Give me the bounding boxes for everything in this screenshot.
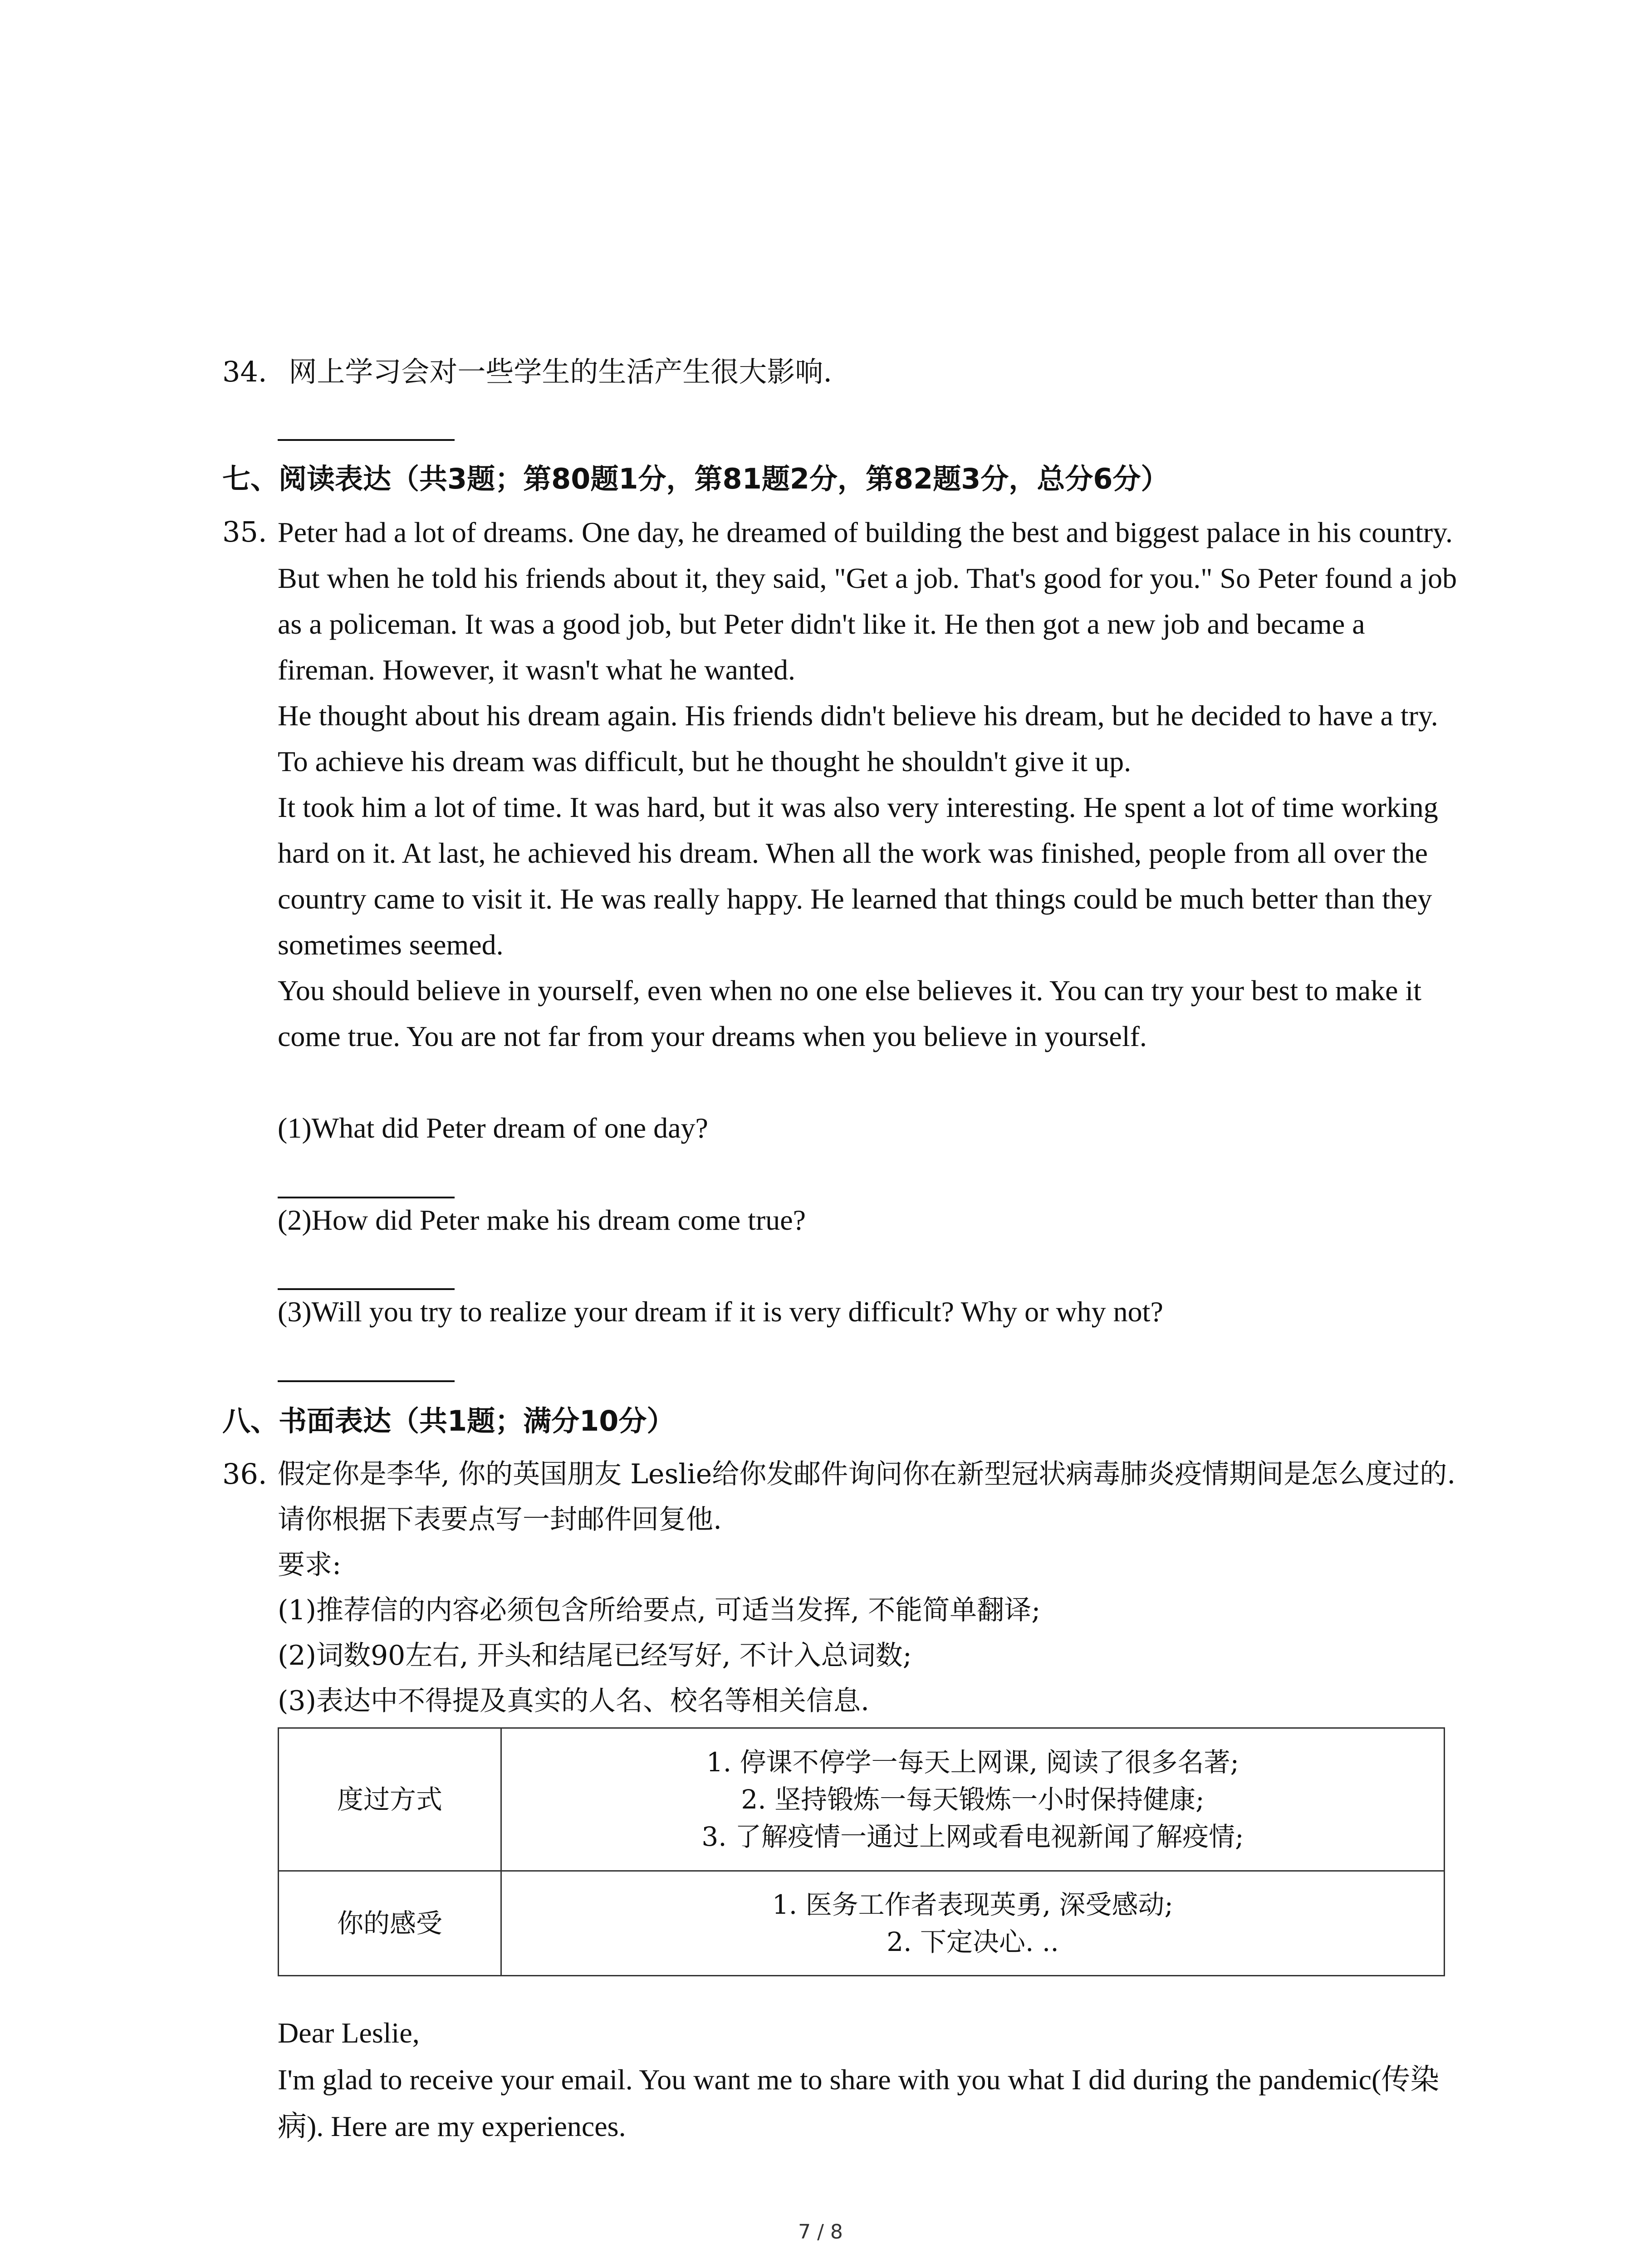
method-points <box>501 1728 1445 1871</box>
table-row <box>279 1728 1445 1871</box>
letter-opening: I'm glad to receive your email. You want me to share with you what I did during the pandemic(传染病). Here are my experiences. <box>278 2063 1440 2142</box>
question-34 <box>222 349 832 395</box>
method-point-2: 2. 坚持锻炼一每天锻炼一小时保持健康; <box>741 1784 1205 1815</box>
passage-paragraph-4: You should believe in yourself, even when no one else believes it. You can try your best to make it come true. You are not far from your dreams when you believe in yourself. <box>278 974 1422 1052</box>
sub-question-1: (1)What did Peter dream of one day? <box>278 1112 708 1144</box>
question-34-text: 网上学习会对一些学生的生活产生很大影响. <box>289 355 833 388</box>
passage-paragraph-3: It took him a lot of time. It was hard, but it was also very interesting. He spent a lot of time working hard on it. At last, he achieved his dream. When all the work was finished, people from all over the country came to visit it. He was really happy. He learned that things could be much better than they sometimes seemed. <box>278 791 1438 961</box>
requirement-1: (1)推荐信的内容必须包含所给要点, 可适当发挥, 不能简单翻译; <box>278 1594 1041 1626</box>
letter-salutation: Dear Leslie, <box>278 2017 420 2049</box>
page-number: 7 / 8 <box>798 2220 843 2244</box>
question-36-number: 36. <box>222 1457 267 1491</box>
row-label-feelings: 你的感受 <box>279 1871 501 1976</box>
feeling-point-1: 1. 医务工作者表现英勇, 深受感动; <box>772 1889 1174 1920</box>
section-8-title: 八、书面表达（共1题；满分10分） <box>222 1404 675 1437</box>
requirement-3: (3)表达中不得提及真实的人名、校名等相关信息. <box>278 1685 870 1717</box>
feeling-points <box>501 1871 1445 1976</box>
requirement-2: (2)词数90左右, 开头和结尾已经写好, 不计入总词数; <box>278 1640 912 1672</box>
method-point-3: 3. 了解疫情一通过上网或看电视新闻了解疫情; <box>701 1821 1244 1852</box>
requirements-label: 要求: <box>278 1549 342 1581</box>
sub-question-2: (2)How did Peter make his dream come true? <box>278 1204 806 1236</box>
sub-question-3: (3)Will you try to realize your dream if it is very difficult? Why or why not? <box>278 1295 1163 1328</box>
row-label-method: 度过方式 <box>279 1728 501 1871</box>
table-row <box>279 1871 1445 1976</box>
question-35-number: 35. <box>222 515 267 548</box>
feeling-point-2: 2. 下定决心. .. <box>887 1926 1059 1957</box>
writing-task <box>278 1452 1466 1724</box>
letter-start <box>278 2009 1466 2150</box>
passage-paragraph-2: He thought about his dream again. His friends didn't believe his dream, but he decided to have a try. To achieve his dream was difficult, but he thought he shouldn't give it up. <box>278 699 1438 777</box>
key-points-table <box>278 1727 1445 1976</box>
passage-paragraph-1: Peter had a lot of dreams. One day, he dreamed of building the best and biggest palace in his country. But when he told his friends about it, they said, "Get a job. That's good for you." So Peter found a job as a policeman. It was a good job, but Peter didn't like it. He then got a new job and became a fireman. However, it wasn't what he wanted. <box>278 516 1457 686</box>
question-34-number: 34. <box>222 355 267 388</box>
writing-prompt: 假定你是李华, 你的英国朋友 Leslie给你发邮件询问你在新型冠状病毒肺炎疫情期间是怎么度过的. 请你根据下表要点写一封邮件回复他. <box>278 1458 1456 1535</box>
answer-blank-35-3[interactable] <box>278 1380 455 1382</box>
answer-blank-34[interactable] <box>278 439 455 441</box>
section-7-title: 七、阅读表达（共3题；第80题1分，第81题2分，第82题3分，总分6分） <box>222 462 1169 495</box>
method-point-1: 1. 停课不停学一每天上网课, 阅读了很多名著; <box>706 1747 1239 1778</box>
reading-passage <box>278 509 1466 1059</box>
